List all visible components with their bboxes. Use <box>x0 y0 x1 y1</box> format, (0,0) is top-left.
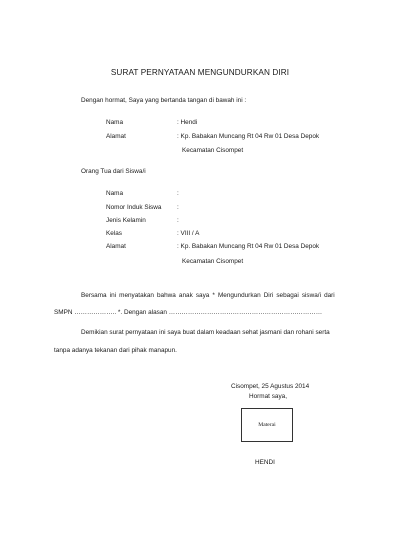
materai-stamp-box <box>241 408 293 442</box>
body-para2-line1: Demikian surat pernyataan ini saya buat dalam keadaan sehat jasmani dan rohani serta <box>81 329 330 336</box>
student-nis-label: Nomor Induk Siswa <box>106 204 162 211</box>
student-address-value-line2: Kecamatan Cisompet <box>182 258 244 265</box>
student-class-label: Kelas <box>106 230 122 237</box>
signer-signature-name: HENDI <box>255 459 275 466</box>
signer-name-label: Nama <box>106 119 124 126</box>
student-nis-value: : <box>177 204 179 211</box>
letter-title: SURAT PERNYATAAN MENGUNDURKAN DIRI <box>110 68 290 77</box>
body-para2-line2: tanpa adanya tekanan dari pihak manapun. <box>54 347 177 354</box>
materai-label: Materai <box>258 422 276 428</box>
student-name-value: : <box>177 190 179 197</box>
body-para1-line1: Bersama ini menyatakan bahwa anak saya * Mengundurkan Diri sebagai siswa/i dari <box>81 292 335 299</box>
place-date: Cisompet, 25 Agustus 2014 <box>231 383 310 390</box>
signer-name-value: : Hendi <box>177 119 198 126</box>
signer-address-value-line1: : Kp. Babakan Muncang Rt 04 Rw 01 Desa Depok <box>177 133 320 140</box>
student-gender-value: : <box>177 217 179 224</box>
student-name-label: Nama <box>106 190 124 197</box>
parent-heading: Orang Tua dari Siswa/i <box>81 168 146 175</box>
intro-text: Dengan hormat, Saya yang bertanda tangan di bawah ini : <box>81 97 247 104</box>
student-class-value: : VIII / A <box>177 230 200 237</box>
student-address-value-line1: : Kp. Babakan Muncang Rt 04 Rw 01 Desa Depok <box>177 243 320 250</box>
signer-address-label: Alamat <box>106 133 126 140</box>
signer-address-value-line2: Kecamatan Cisompet <box>182 147 244 154</box>
student-gender-label: Jenis Kelamin <box>106 217 146 224</box>
student-address-label: Alamat <box>106 243 126 250</box>
closing-text: Hormat saya, <box>249 393 288 400</box>
body-para1-line2: SMPN ……………….. *. Dengan alasan ……………………………………………………………… <box>54 309 323 316</box>
